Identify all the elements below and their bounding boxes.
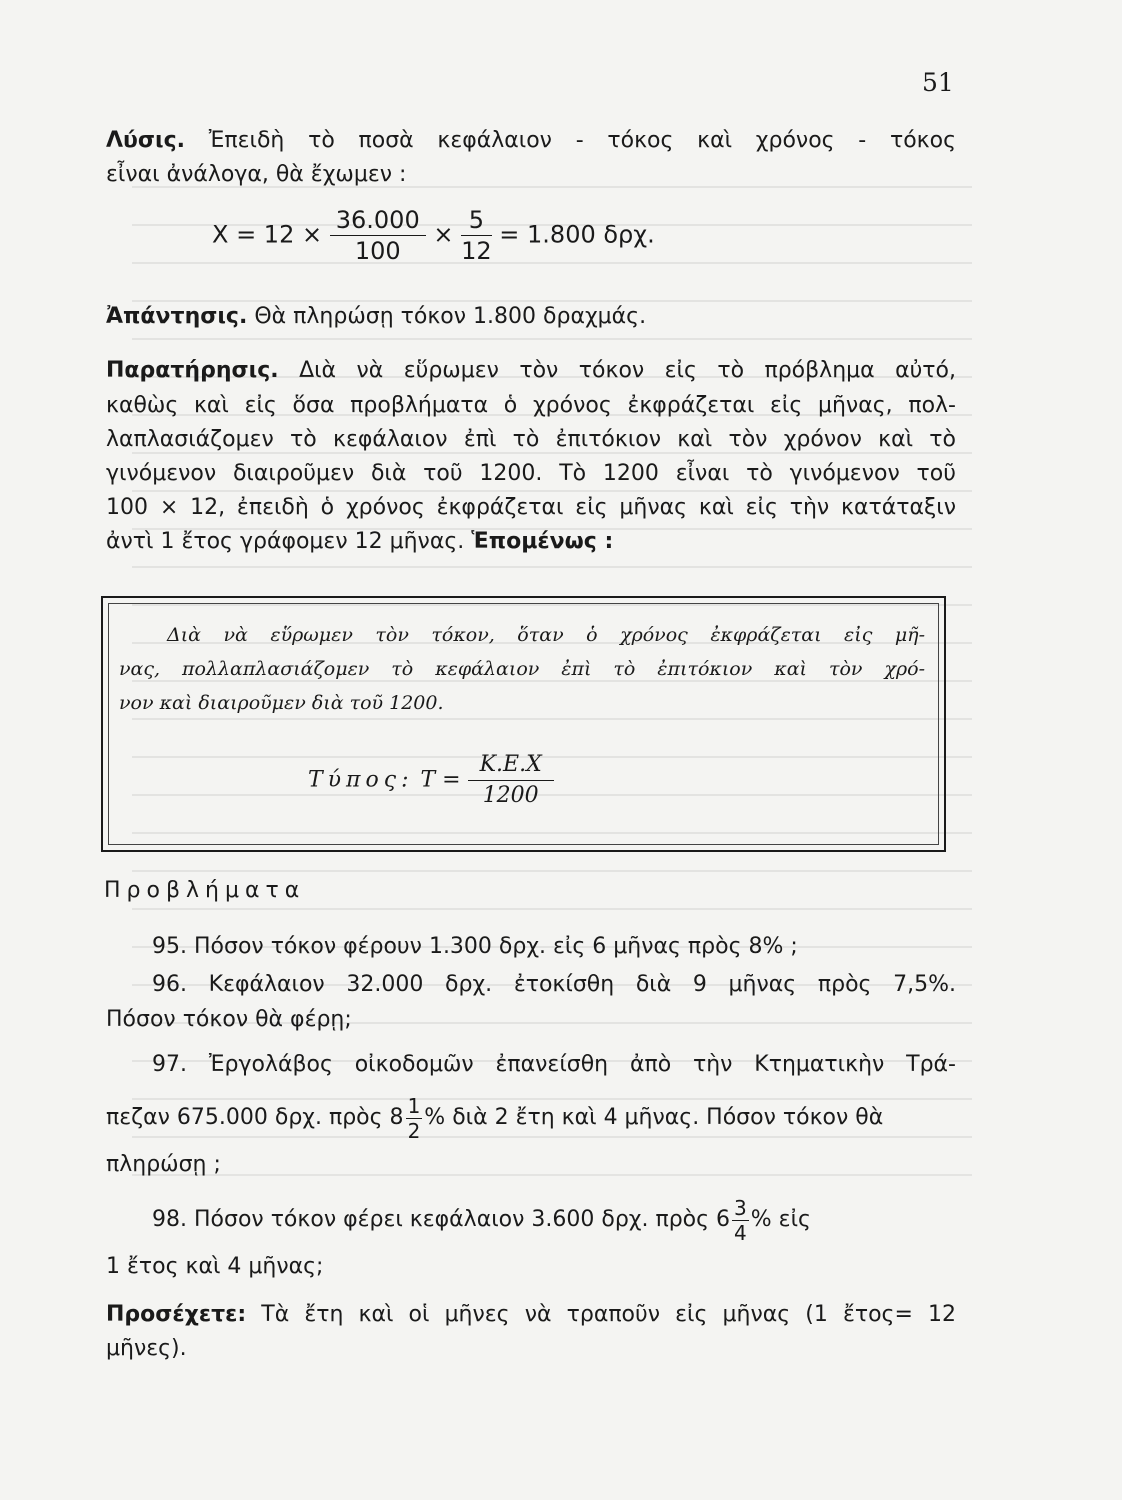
problem-96-line-2: Πόσον τόκον θὰ φέρῃ; [106, 1007, 352, 1032]
observation-line-1 [106, 356, 956, 386]
problem-97-line-1 [152, 1050, 956, 1080]
fraction-2-numerator: 5 [461, 205, 492, 236]
rule-box [101, 596, 946, 852]
fraction-1-numerator: 36.000 [330, 205, 426, 236]
problem-97-line-2 [106, 1092, 956, 1144]
formula-times: × [433, 220, 454, 249]
answer-label: Ἀπάντησις. [106, 304, 248, 329]
rule-formula-fraction [468, 750, 554, 811]
observation-text-1: Διὰ νὰ εὕρωμεν τὸν τόκον εἰς τὸ πρόβλημα αὐτό, [299, 358, 957, 383]
problem-97-fraction-numerator: 1 [407, 1093, 421, 1118]
problem-98-line-2: 1 ἔτος καὶ 4 μῆνας; [106, 1254, 324, 1279]
rule-fraction-numerator: K.E.X [468, 750, 554, 781]
note-line-2: μῆνες). [106, 1336, 187, 1361]
problem-95 [152, 932, 952, 962]
problems-heading: Προβλήματα [104, 878, 306, 903]
fraction-2-denominator: 12 [461, 237, 492, 265]
rule-formula-label: Τύπος: [308, 767, 414, 793]
note-label: Προσέχετε: [106, 1302, 247, 1327]
problem-98-fraction-numerator: 3 [734, 1195, 747, 1220]
observation-consequently: Ἑπομένως : [471, 529, 614, 554]
answer-line [106, 302, 956, 332]
problem-97-fraction [406, 1094, 423, 1143]
formula-fraction-2 [461, 205, 492, 266]
problem-98-text-1b: % εἰς [750, 1207, 811, 1232]
fraction-1-denominator: 100 [354, 237, 401, 265]
problem-98-line-1 [152, 1194, 956, 1246]
problem-98-text-1a: Πόσον τόκον φέρει κεφάλαιον 3.600 δρχ. πρὸς 6 [194, 1207, 731, 1232]
note-line-1 [106, 1300, 956, 1330]
formula-fraction-1 [330, 205, 426, 266]
rule-line-1: Διὰ νὰ εὕρωμεν τὸν τόκον, ὅταν ὁ χρόνος ἐκφράζεται εἰς μῆ- [167, 624, 925, 646]
observation-line-4: γινόμενον διαιροῦμεν διὰ τοῦ 1200. Τὸ 1200 εἶναι τὸ γινόμενον τοῦ [106, 461, 956, 486]
observation-line-5: 100 × 12, ἐπειδὴ ὁ χρόνος ἐκφράζεται εἰς μῆνας καὶ εἰς τὴν κατάταξιν [106, 495, 956, 520]
problem-97-number: 97. [152, 1052, 187, 1077]
problem-98-fraction-denominator: 4 [734, 1220, 747, 1245]
problem-98-fraction [732, 1196, 749, 1245]
problem-96-number: 96. [152, 972, 187, 997]
rule-fraction-denominator: 1200 [482, 783, 539, 808]
problem-96-line-1 [152, 970, 956, 1000]
problem-97-text-1: Ἐργολάβος οἰκοδομῶν ἐπανείσθη ἀπὸ τὴν Κτηματικὴν Τρά- [208, 1052, 956, 1077]
solution-line-1 [106, 126, 956, 156]
rule-formula-lhs: T = [420, 767, 461, 793]
observation-line-3: λαπλασιάζομεν τὸ κεφάλαιον ἐπὶ τὸ ἐπιτόκιον καὶ τὸν χρόνον καὶ τὸ [106, 427, 956, 452]
rule-formula [308, 750, 554, 811]
rule-line-2: νας, πολλαπλασιάζομεν τὸ κεφάλαιον ἐπὶ τὸ ἐπιτόκιον καὶ τὸν χρό- [119, 658, 925, 680]
observation-line-2: καθὼς καὶ εἰς ὅσα προβλήματα ὁ χρόνος ἐκφράζεται εἰς μῆνας, πολ- [106, 393, 956, 418]
observation-line-6 [106, 527, 956, 557]
observation-text-6: ἀντὶ 1 ἔτος γράφομεν 12 μῆνας. [106, 529, 465, 554]
solution-line-2: εἶναι ἀνάλογα, θὰ ἔχωμεν : [106, 162, 407, 187]
problem-97-text-2a: πεζαν 675.000 δρχ. πρὸς 8 [106, 1105, 404, 1130]
solution-text-1: Ἐπειδὴ τὸ ποσὰ κεφάλαιον - τόκος καὶ χρόνος - τόκος [208, 128, 956, 153]
page-number: 51 [922, 68, 954, 97]
solution-formula [212, 205, 655, 266]
problem-98-number: 98. [152, 1207, 187, 1232]
problem-97-text-2b: % διὰ 2 ἔτη καὶ 4 μῆνας. Πόσον τόκον θὰ [424, 1105, 884, 1130]
rule-line-3: νον καὶ διαιροῦμεν διὰ τοῦ 1200. [119, 692, 444, 714]
problem-95-text: Πόσον τόκον φέρουν 1.300 δρχ. εἰς 6 μῆνας πρὸς 8% ; [194, 934, 798, 959]
formula-result: = 1.800 δρχ. [499, 220, 655, 249]
problem-95-number: 95. [152, 934, 187, 959]
answer-text: Θὰ πληρώσῃ τόκον 1.800 δραχμάς. [254, 304, 647, 329]
problem-97-line-3: πληρώσῃ ; [106, 1152, 221, 1177]
note-text-1: Τὰ ἔτη καὶ οἱ μῆνες νὰ τραποῦν εἰς μῆνας (1 ἔτος= 12 [261, 1302, 956, 1327]
solution-label: Λύσις. [106, 128, 185, 153]
formula-lhs: X = 12 × [212, 220, 323, 249]
problem-96-text-1: Κεφάλαιον 32.000 δρχ. ἐτοκίσθη διὰ 9 μῆνας πρὸς 7,5%. [208, 972, 956, 997]
observation-label: Παρατήρησις. [106, 358, 279, 383]
problem-97-fraction-denominator: 2 [407, 1118, 421, 1143]
